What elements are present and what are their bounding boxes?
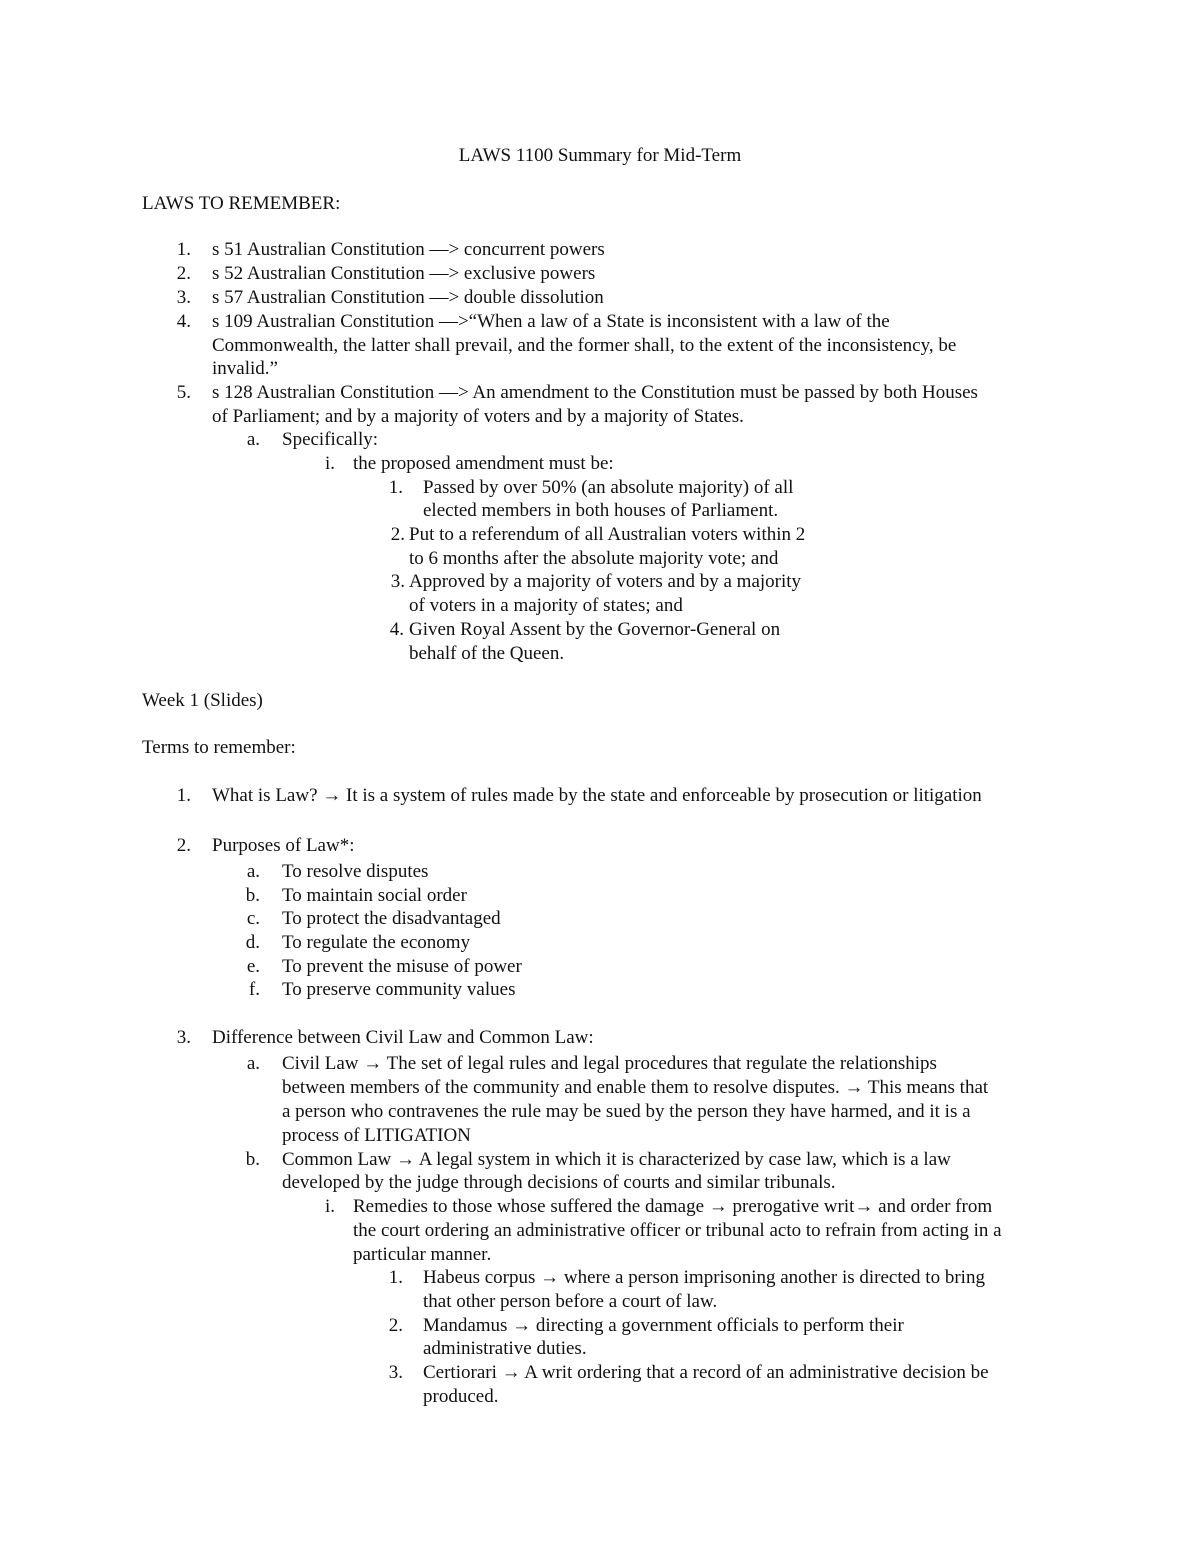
list-letter: e.	[246, 956, 260, 977]
laws-heading: LAWS TO REMEMBER:	[142, 193, 341, 214]
list-number: 3.	[176, 287, 191, 308]
list-number: 2.	[388, 1315, 403, 1336]
list-letter: b.	[245, 885, 260, 906]
list-item-text: To regulate the economy	[282, 932, 471, 953]
list-item-text: Certiorari → A writ ordering that a record of an administrative decision be	[423, 1362, 989, 1383]
list-item-text: To maintain social order	[282, 885, 467, 906]
list-number: 1.	[388, 1267, 403, 1288]
list-item-text: Mandamus → directing a government officials to perform their	[423, 1315, 904, 1336]
list-number: 3.	[388, 1362, 403, 1383]
subsection-heading: Terms to remember:	[142, 737, 296, 758]
list-item-text: developed by the judge through decisions of courts and similar tribunals.	[282, 1172, 836, 1193]
list-roman: i.	[324, 1196, 335, 1217]
list-item-text: s 109 Australian Constitution —>“When a law of a State is inconsistent with a law of the	[212, 311, 890, 332]
list-number: 2.	[176, 263, 191, 284]
list-item-text: What is Law? → It is a system of rules made by the state and enforceable by prosecution or litigation	[212, 785, 982, 806]
list-item-text: produced.	[423, 1386, 499, 1407]
list-number: 3.	[176, 1027, 191, 1048]
list-letter: c.	[246, 908, 260, 929]
list-number: 1.	[176, 785, 191, 806]
list-number: 2.	[390, 524, 405, 545]
list-item-text: to 6 months after the absolute majority vote; and	[409, 548, 779, 569]
list-item-text: To resolve disputes	[282, 861, 429, 882]
list-item-text: of Parliament; and by a majority of voters and by a majority of States.	[212, 406, 744, 427]
list-item-text: particular manner.	[353, 1244, 492, 1265]
list-item-text: a person who contravenes the rule may be sued by the person they have harmed, and it is a	[282, 1101, 971, 1122]
list-item-text: Civil Law → The set of legal rules and legal procedures that regulate the relationships	[282, 1053, 937, 1074]
list-number: 2.	[176, 835, 191, 856]
list-item-text: administrative duties.	[423, 1338, 587, 1359]
list-item-text: Put to a referendum of all Australian voters within 2	[409, 524, 806, 545]
list-item-text: the court ordering an administrative officer or tribunal acto to refrain from acting in a	[353, 1220, 1002, 1241]
section-heading: Week 1 (Slides)	[142, 690, 263, 711]
list-item-text: invalid.”	[212, 358, 278, 379]
list-item-text: Difference between Civil Law and Common Law:	[212, 1027, 594, 1048]
list-item-text: Passed by over 50% (an absolute majority) of all	[423, 477, 794, 498]
list-item-text: To protect the disadvantaged	[282, 908, 501, 929]
list-letter: d.	[245, 932, 260, 953]
list-item-text: s 128 Australian Constitution —> An amendment to the Constitution must be passed by both Houses	[212, 382, 978, 403]
list-item-text: behalf of the Queen.	[409, 643, 565, 664]
list-number: 1.	[176, 239, 191, 260]
list-letter: a.	[246, 429, 260, 450]
list-item-text: that other person before a court of law.	[423, 1291, 718, 1312]
list-item-text: Remedies to those whose suffered the damage → prerogative writ→ and order from	[353, 1196, 993, 1217]
list-number: 1.	[388, 477, 403, 498]
list-item-text: Given Royal Assent by the Governor-General on	[409, 619, 781, 640]
list-item-text: Purposes of Law*:	[212, 835, 355, 856]
list-item-text: Common Law → A legal system in which it is characterized by case law, which is a law	[282, 1149, 951, 1170]
list-number: 4.	[176, 311, 191, 332]
list-item-text: s 51 Australian Constitution —> concurrent powers	[212, 239, 605, 260]
page-title: LAWS 1100 Summary for Mid-Term	[458, 145, 742, 166]
list-item-text: of voters in a majority of states; and	[409, 595, 683, 616]
list-number: 3.	[390, 571, 405, 592]
list-item-text: To preserve community values	[282, 979, 516, 1000]
list-item-text: elected members in both houses of Parliament.	[423, 500, 779, 521]
list-item-text: Commonwealth, the latter shall prevail, and the former shall, to the extent of the inconsistency, be	[212, 335, 957, 356]
list-item-text: Habeus corpus → where a person imprisoning another is directed to bring	[423, 1267, 985, 1288]
list-item-text: between members of the community and enable them to resolve disputes. → This means that	[282, 1077, 989, 1098]
list-number: 5.	[176, 382, 191, 403]
list-item-text: Specifically:	[282, 429, 379, 450]
list-item-text: s 52 Australian Constitution —> exclusive powers	[212, 263, 596, 284]
list-letter: f.	[248, 979, 260, 1000]
list-letter: a.	[246, 861, 260, 882]
list-item-text: s 57 Australian Constitution —> double dissolution	[212, 287, 604, 308]
list-number: 4.	[389, 619, 404, 640]
list-item-text: Approved by a majority of voters and by a majority	[409, 571, 802, 592]
list-item-text: the proposed amendment must be:	[353, 453, 614, 474]
list-letter: a.	[246, 1053, 260, 1074]
list-item-text: process of LITIGATION	[282, 1125, 471, 1146]
list-letter: b.	[245, 1149, 260, 1170]
list-item-text: To prevent the misuse of power	[282, 956, 522, 977]
list-roman: i.	[324, 453, 335, 474]
